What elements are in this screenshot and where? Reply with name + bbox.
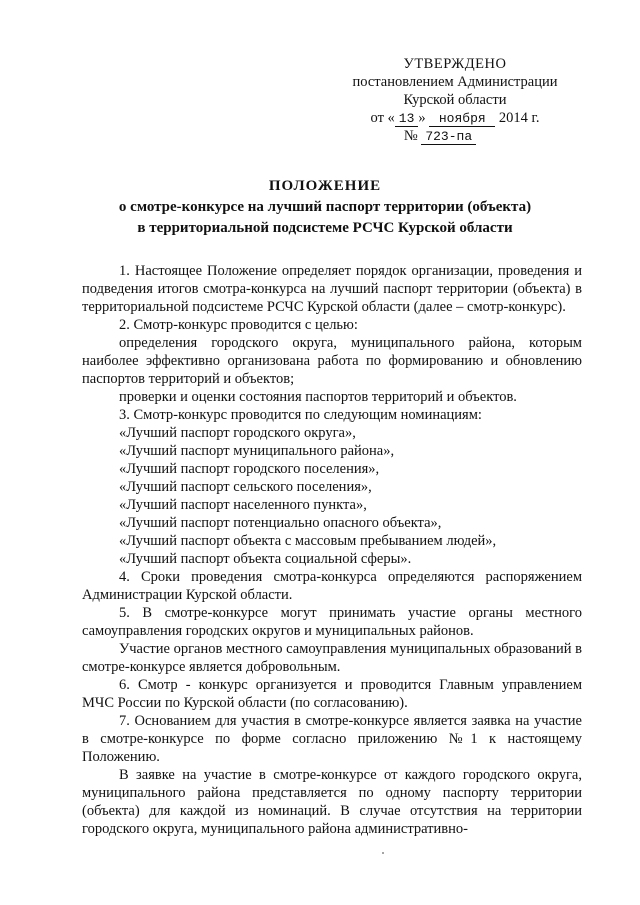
paragraph-2: 2. Смотр-конкурс проводится с целью: bbox=[119, 317, 358, 333]
paragraph-6: 4. Сроки проведения смотра-конкурса определяются распоряжением Администрации Курской области. bbox=[82, 569, 582, 603]
approval-date bbox=[330, 109, 580, 127]
date-month: ноября bbox=[429, 112, 495, 127]
nomination-1: «Лучший паспорт городского округа», bbox=[119, 425, 356, 441]
approval-number bbox=[330, 127, 580, 145]
paragraph-9: 6. Смотр - конкурс организуется и проводится Главным управлением МЧС России по Курской области (по согласованию). bbox=[82, 677, 582, 711]
paragraph-7: 5. В смотре-конкурсе могут принимать участие органы местного самоуправления городских округов и муниципальных районов. bbox=[82, 605, 582, 639]
paragraph-4: проверки и оценки состояния паспортов территорий и объектов. bbox=[119, 389, 517, 405]
nomination-8: «Лучший паспорт объекта социальной сферы». bbox=[119, 551, 412, 567]
heading-line-2: в территориальной подсистеме РСЧС Курской области bbox=[137, 220, 513, 236]
nomination-5: «Лучший паспорт населенного пункта», bbox=[119, 497, 367, 513]
nomination-2: «Лучший паспорт муниципального района», bbox=[119, 443, 395, 459]
paragraph-11: В заявке на участие в смотре-конкурсе от каждого городского округа, муниципального района представляется по одному паспорту территории (объекта) для каждой из номинаций. В случае отсутствия на территории городского округа, муниципального района административно- bbox=[82, 767, 582, 837]
nomination-3: «Лучший паспорт городского поселения», bbox=[119, 461, 380, 477]
document-body bbox=[82, 262, 582, 838]
paragraph-3: определения городского округа, муниципального района, которым наиболее эффективно организована работа по формированию и обновлению паспортов территорий и объектов; bbox=[82, 335, 582, 387]
date-day: 13 bbox=[395, 112, 419, 127]
nomination-7: «Лучший паспорт объекта с массовым пребыванием людей», bbox=[119, 533, 497, 549]
number-prefix: № bbox=[403, 128, 418, 144]
paragraph-1: 1. Настоящее Положение определяет порядок организации, проведения и подведения итогов смотра-конкурса на лучший паспорт территории (объекта) в территориальной подсистеме РСЧС Курской области (далее – смотр-конкурс). bbox=[82, 263, 582, 315]
heading-line-1: о смотре-конкурсе на лучший паспорт территории (объекта) bbox=[118, 199, 532, 215]
approval-line-1: постановлением Администрации bbox=[352, 74, 558, 90]
approval-block bbox=[330, 55, 580, 145]
number-value: 723-па bbox=[421, 130, 476, 145]
date-mid: » bbox=[418, 110, 426, 126]
scan-speck bbox=[382, 852, 384, 854]
nomination-6: «Лучший паспорт потенциально опасного объекта», bbox=[119, 515, 442, 531]
date-year: 2014 г. bbox=[498, 110, 540, 126]
date-prefix: от « bbox=[370, 110, 395, 126]
paragraph-5: 3. Смотр-конкурс проводится по следующим номинациям: bbox=[119, 407, 482, 423]
nomination-4: «Лучший паспорт сельского поселения», bbox=[119, 479, 372, 495]
approval-title: УТВЕРЖДЕНО bbox=[403, 56, 507, 72]
paragraph-8: Участие органов местного самоуправления муниципальных образований в смотре-конкурсе является добровольным. bbox=[82, 641, 582, 675]
approval-line-2: Курской области bbox=[403, 92, 507, 108]
document-heading bbox=[60, 176, 590, 239]
paragraph-10: 7. Основанием для участия в смотре-конкурсе является заявка на участие в смотре-конкурсе по форме согласно приложению №1 к настоящему Положению. bbox=[82, 713, 582, 765]
heading-title: ПОЛОЖЕНИЕ bbox=[268, 178, 382, 194]
